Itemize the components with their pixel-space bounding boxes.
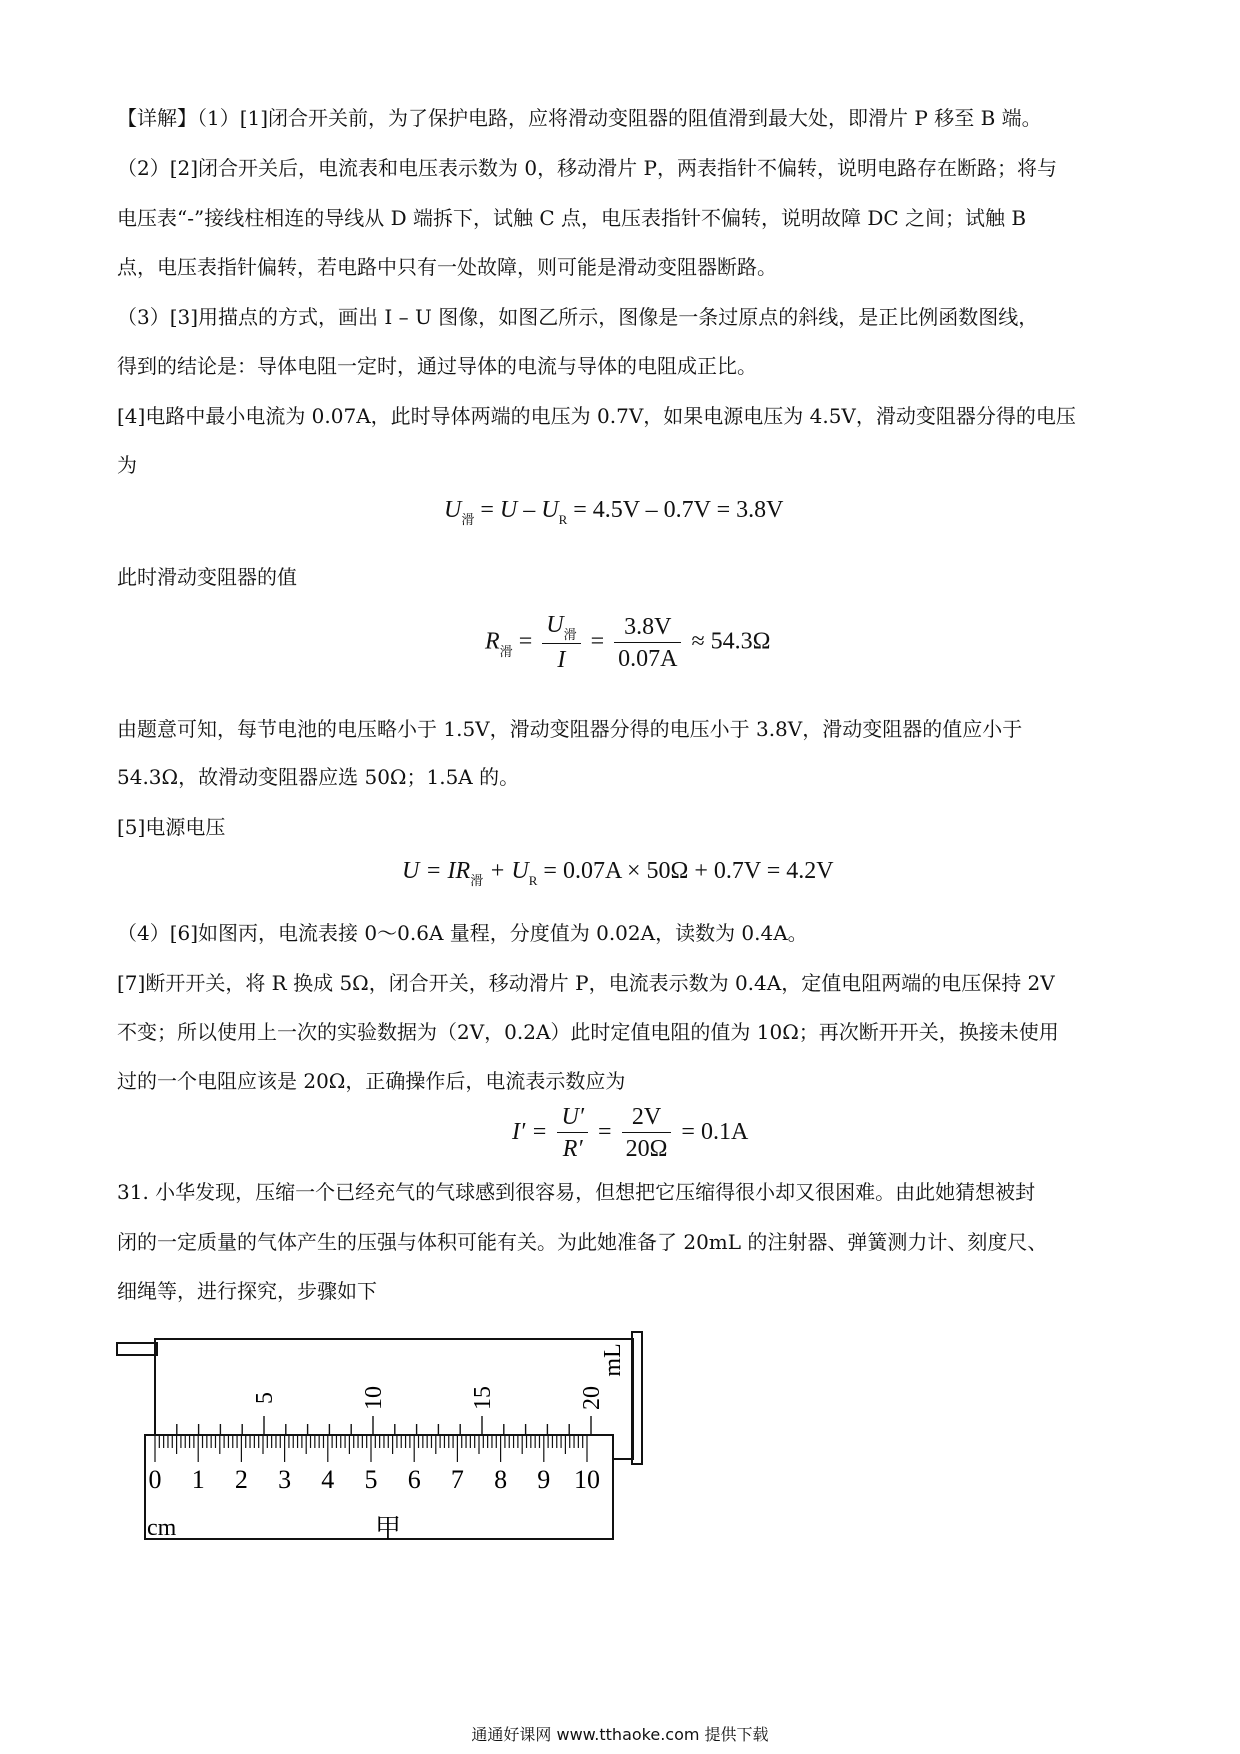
syringe-mark-5: 5	[252, 1392, 278, 1404]
fraction-u-over-i: $\frac{U_滑}{I}$	[542, 610, 580, 676]
syringe-mark-20: 20	[579, 1386, 605, 1410]
ruler-number-4: 4	[321, 1465, 335, 1494]
para-line-14: [7]断开开关，将 R 换成 5Ω，闭合开关，移动滑片 P，电流表示数为 0.4A，定值电阻两端的电压保持 2V	[117, 971, 1055, 995]
para-line-16: 过的一个电阻应该是 20Ω，正确操作后，电流表示数应为	[117, 1069, 626, 1093]
figure-caption: 甲	[374, 1514, 402, 1543]
para-line-13: （4）[6]如图丙，电流表接 0～0.6A 量程，分度值为 0.02A，读数为 0.4A。	[117, 921, 808, 945]
para-line-15: 不变；所以使用上一次的实验数据为（2V，0.2A）此时定值电阻的值为 10Ω；再次断开开关，换接未使用	[117, 1020, 1059, 1044]
para-line-8: 为	[117, 453, 137, 477]
para-line-18: 闭的一定质量的气体产生的压强与体积可能有关。为此她准备了 20mL 的注射器、弹簧测力计、刻度尺、	[117, 1230, 1048, 1254]
ruler-number-7: 7	[450, 1465, 464, 1494]
para-line-12: [5]电源电压	[117, 815, 226, 839]
fraction-2v-over-20ohm: $\frac{2V}{20\Omega}$	[622, 1102, 672, 1165]
equation-1: $U_滑 = U - U_R = 4.5V - 0.7V = 3.8V$	[444, 497, 784, 527]
ruler-number-9: 9	[537, 1465, 551, 1494]
ruler-number-0: 0	[148, 1465, 162, 1494]
para-line-19: 细绳等，进行探究，步骤如下	[117, 1279, 377, 1303]
para-line-7: [4]电路中最小电流为 0.07A，此时导体两端的电压为 0.7V，如果电源电压为 4.5V，滑动变阻器分得的电压	[117, 404, 1076, 428]
syringe-mark-10: 10	[361, 1386, 387, 1410]
para-line-6: 得到的结论是：导体电阻一定时，通过导体的电流与导体的电阻成正比。	[117, 354, 757, 378]
syringe-ruler-figure	[0, 1320, 1240, 1560]
para-line-2: （2）[2]闭合开关后，电流表和电压表示数为 0，移动滑片 P，两表指针不偏转，说明电路存在断路；将与	[117, 156, 1057, 180]
fraction-u-prime-over-r-prime: $\frac{U'}{R'}$	[557, 1102, 588, 1165]
para-line-10: 由题意可知，每节电池的电压略小于 1.5V，滑动变阻器分得的电压小于 3.8V，滑动变阻器的值应小于	[117, 717, 1023, 741]
para-line-5: （3）[3]用描点的方式，画出 I – U 图像，如图乙所示，图像是一条过原点的斜线，是正比例函数图线，	[117, 305, 1039, 329]
para-line-9: 此时滑动变阻器的值	[117, 565, 297, 589]
ruler-number-2: 2	[234, 1465, 248, 1494]
ruler-number-6: 6	[407, 1465, 421, 1494]
equation-4: I′ = $\frac{U'}{R'}$ = $\frac{2V}{20\Omega}$ = 0.1A	[512, 1102, 748, 1165]
footer-credit: 通通好课网 www.tthaoke.com 提供下载	[471, 1725, 769, 1744]
para-line-11: 54.3Ω，故滑动变阻器应选 50Ω；1.5A 的。	[117, 765, 520, 789]
ruler-number-8: 8	[494, 1465, 508, 1494]
ruler-unit-label: cm	[147, 1515, 177, 1541]
fraction-values: $\frac{3.8V}{0.07A}$	[614, 612, 681, 675]
para-line-1: 【详解】（1）[1]闭合开关前，为了保护电路，应将滑动变阻器的阻值滑到最大处，即滑片 P 移至 B 端。	[117, 106, 1042, 130]
para-line-3: 电压表“-”接线柱相连的导线从 D 端拆下，试触 C 点，电压表指针不偏转，说明故障 DC 之间；试触 B	[117, 206, 1027, 230]
ruler-number-1: 1	[191, 1465, 205, 1494]
equation-3: $U = IR_滑 + U_R = 0.07A \times 50\Omega + 0.7V = 4.2V$	[402, 858, 834, 888]
syringe-unit-label: mL	[600, 1343, 626, 1377]
syringe-mark-15: 15	[470, 1386, 496, 1410]
ruler-number-5: 5	[364, 1465, 378, 1494]
equation-2: $R_滑$ = $\frac{U_滑}{I}$ = $\frac{3.8V}{0.07A}$ ≈ 54.3Ω	[485, 610, 771, 676]
ruler-number-3: 3	[278, 1465, 292, 1494]
ruler-number-10: 10	[574, 1465, 600, 1494]
para-line-17: 31. 小华发现，压缩一个已经充气的气球感到很容易，但想把它压缩得很小却又很困难。由此她猜想被封	[117, 1180, 1036, 1204]
para-line-4: 点，电压表指针偏转，若电路中只有一处故障，则可能是滑动变阻器断路。	[117, 255, 777, 279]
